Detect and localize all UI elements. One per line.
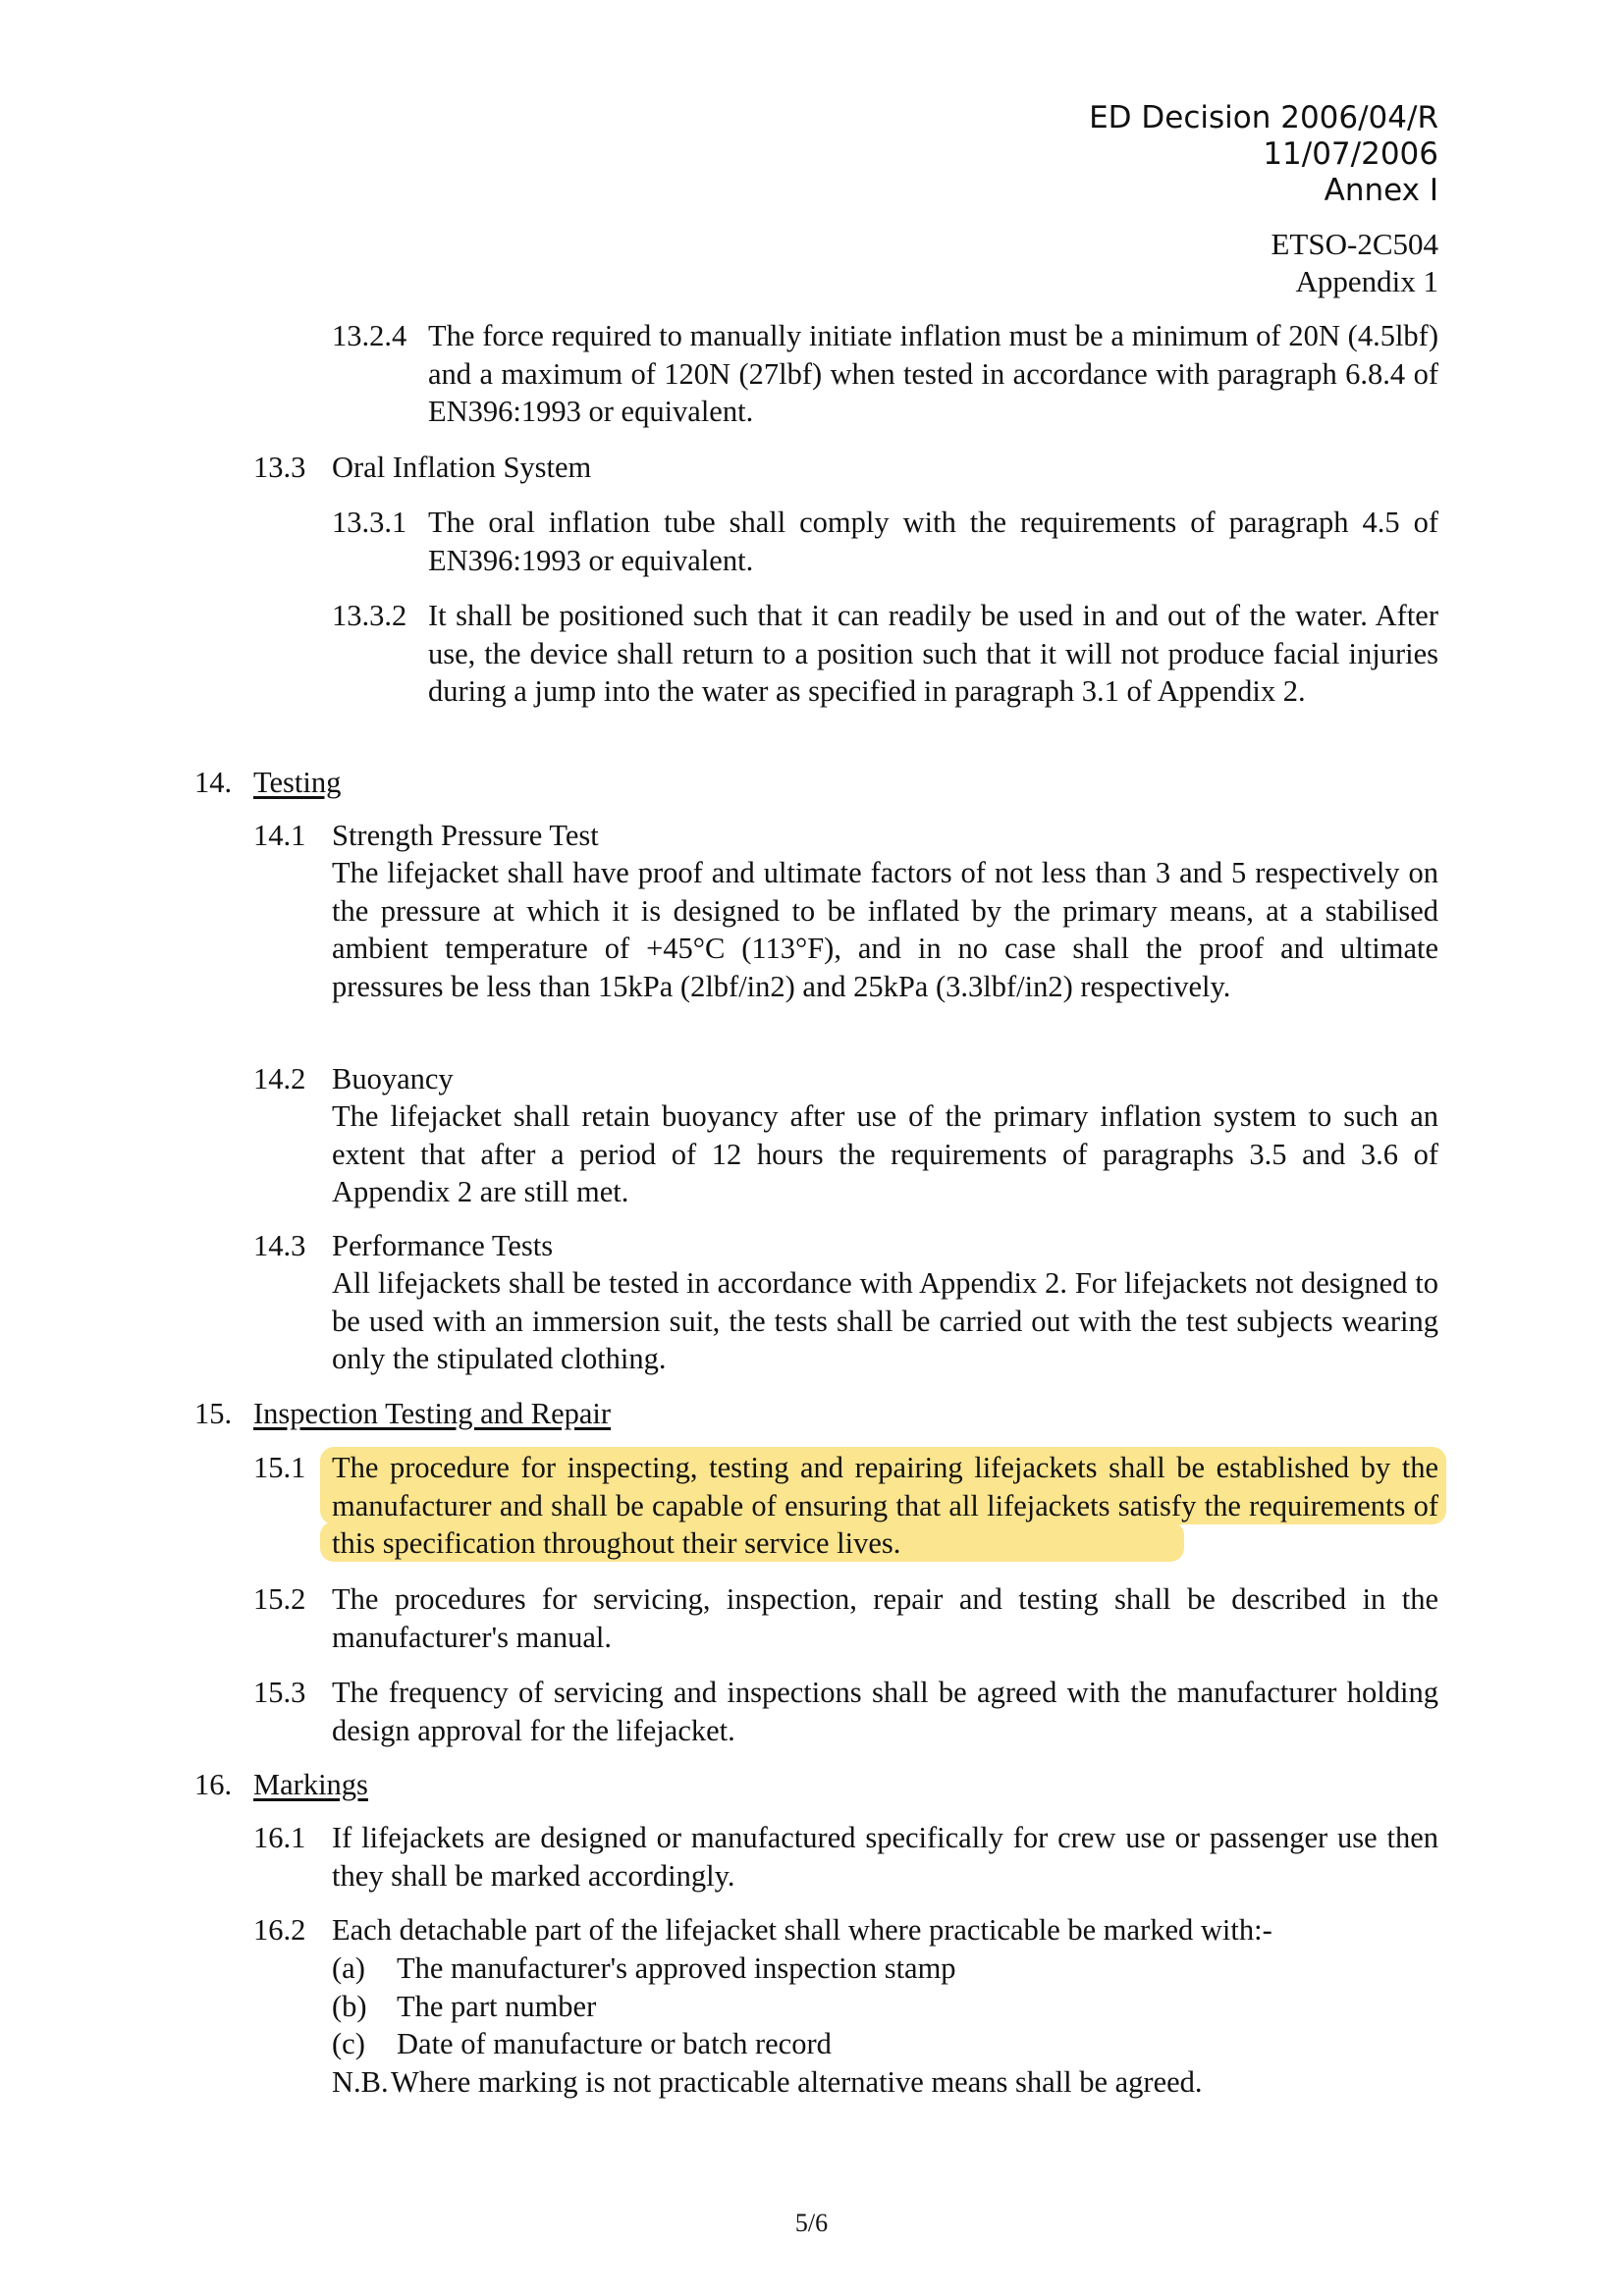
nb-text: Where marking is not practicable alternative means shall be agreed. [391,2065,1203,2099]
list-item-label: (b) [332,1990,367,2023]
section-14-3-text: All lifejackets shall be tested in accordance with Appendix 2. For lifejackets not designed to be used with an immersion suit, the tests shall be carried out with the test subjects wearing only the stipulated clothing. [332,1266,1438,1376]
section-15-2-text: The procedures for servicing, inspection, repair and testing shall be described in the manufacturer's manual. [332,1582,1438,1654]
decision-number: ED Decision 2006/04/R [1089,100,1438,135]
section-number: 14.3 [253,1229,306,1262]
section-14-2-text: The lifejacket shall retain buoyancy after use of the primary inflation system to such an extent that after a period of 12 hours the requirements of paragraphs 3.5 and 3.6 of Appendix 2 are still met. [332,1099,1438,1209]
section-15-1-text: The procedure for inspecting, testing and repairing lifejackets shall be established by the manufacturer and shall be capable of ensuring that all lifejackets satisfy the requirements of this specification throughout their service lives. [332,1451,1438,1561]
section-13-2-4-text: The force required to manually initiate inflation must be a minimum of 20N (4.5lbf) and a maximum of 120N (27lbf) when tested in accordance with paragraph 6.8.4 of EN396:1993 or equivalent. [428,319,1438,429]
decision-date: 11/07/2006 [1263,136,1438,172]
section-number: 14.2 [253,1062,306,1095]
section-13-3-title: Oral Inflation System [332,451,592,484]
section-number: 13.2.4 [332,319,407,352]
section-number: 16.1 [253,1821,306,1854]
annex-label: Annex I [1324,173,1438,208]
section-number: 13.3.1 [332,506,407,539]
section-14-heading: Testing [253,766,342,799]
section-13-3-2-text: It shall be positioned such that it can readily be used in and out of the water. After use, the device shall return to a position such that it will not produce facial injuries during a jump into the water as specified in paragraph 3.1 of Appendix 2. [428,599,1438,709]
list-item-text: The manufacturer's approved inspection stamp [397,1951,956,1985]
section-number: 13.3 [253,451,306,484]
section-16-1-text: If lifejackets are designed or manufactured specifically for crew use or passenger use then they shall be marked accordingly. [332,1821,1438,1893]
nb-label: N.B. [332,2065,389,2099]
appendix-label: Appendix 1 [1295,264,1438,298]
list-item-text: The part number [397,1990,597,2023]
section-16-2-text: Each detachable part of the lifejacket shall where practicable be marked with:- [332,1913,1272,1947]
page-number: 5/6 [794,2209,829,2237]
section-14-2-title: Buoyancy [332,1062,454,1095]
section-number: 15.3 [253,1676,306,1709]
section-number: 14.1 [253,819,306,852]
section-number: 14. [194,766,233,799]
section-number: 15. [194,1397,233,1430]
section-number: 16. [194,1768,233,1801]
section-16-heading: Markings [253,1768,368,1801]
section-number: 16.2 [253,1913,306,1947]
section-14-1-title: Strength Pressure Test [332,819,599,852]
section-number: 15.1 [253,1451,306,1484]
list-item-text: Date of manufacture or batch record [397,2027,832,2060]
section-13-3-1-text: The oral inflation tube shall comply with the requirements of paragraph 4.5 of EN396:1993 or equivalent. [428,506,1438,577]
section-14-3-title: Performance Tests [332,1229,554,1262]
section-15-3-text: The frequency of servicing and inspections shall be agreed with the manufacturer holding design approval for the lifejacket. [332,1676,1438,1747]
section-14-1-text: The lifejacket shall have proof and ultimate factors of not less than 3 and 5 respectively on the pressure at which it is designed to be inflated by the primary means, at a stabilised ambient temperature of +45°C (113°F), and in no case shall the proof and ultimate pressures be less than 15kPa (2lbf/in2) and 25kPa (3.3lbf/in2) respectively. [332,856,1438,1004]
section-number: 15.2 [253,1582,306,1616]
list-item-label: (c) [332,2027,365,2060]
etso-label: ETSO-2C504 [1271,227,1438,261]
list-item-label: (a) [332,1951,365,1985]
section-15-heading: Inspection Testing and Repair [253,1397,612,1430]
section-number: 13.3.2 [332,599,407,632]
